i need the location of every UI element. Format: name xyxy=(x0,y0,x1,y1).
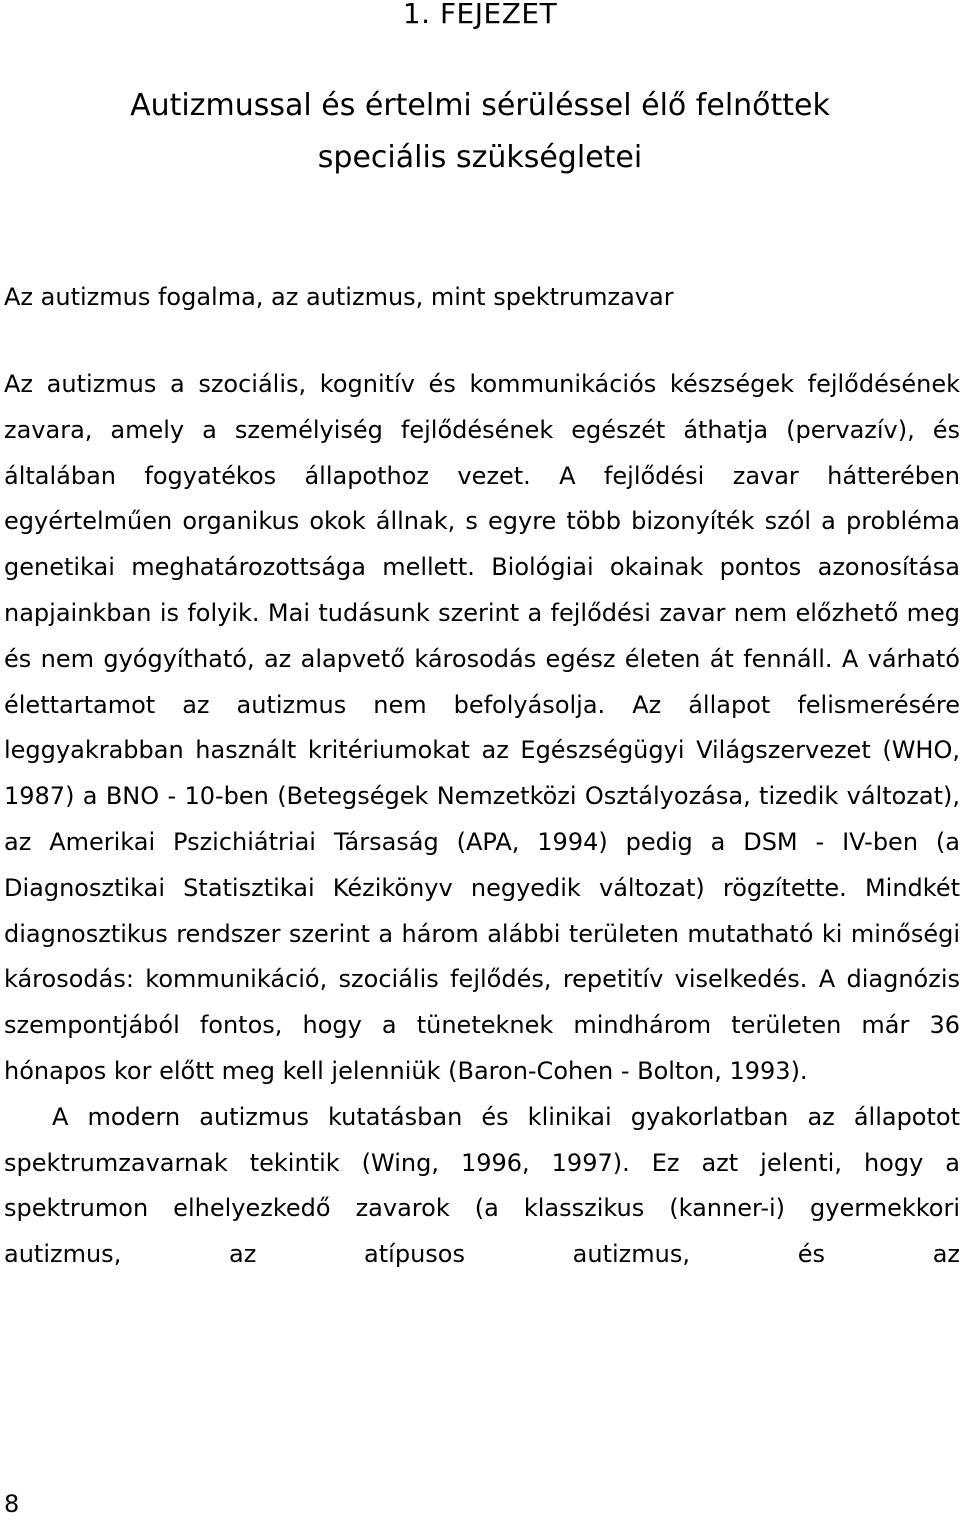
section-heading: Az autizmus fogalma, az autizmus, mint spektrumzavar xyxy=(4,283,674,311)
paragraph-2: A modern autizmus kutatásban és klinikai gyakorlatban az állapotot spektrumzavarnak tekintik (Wing, 1996, 1997). Ez azt jelenti, hogy a spektrumon elhelyezkedő zavarok (a klasszikus (kanner-i) gyermekkori autizmus, az atípusos autizmus, és az xyxy=(4,1102,960,1269)
paragraph-1: Az autizmus a szociális, kognitív és kommunikációs készségek fejlődésének zavara, amely a személyiség fejlődésének egészét áthatja (pervazív), és általában fogyatékos állapothoz vezet. A fejlődési zavar hátterében egyértelműen organikus okok állnak, s egyre több bizonyíték szól a probléma genetikai meghatározottsága mellett. Biológiai okainak pontos azonosítása napjainkban is folyik. Mai tudásunk szerint a fejlődési zavar nem előzhető meg és nem gyógyítható, az alapvető károsodás egész életen át fennáll. A várható élettartamot az autizmus nem befolyásolja. Az állapot felismerésére leggyakrabban használt kritériumokat az Egészségügyi Világszervezet (WHO, 1987) a BNO - 10-ben (Betegségek Nemzetközi Osztályozása, tizedik változat), az Amerikai Pszichiátriai Társaság (APA, 1994) pedig a DSM - IV-ben (a Diagnosztikai Statisztikai Kézikönyv negyedik változat) rögzítette. Mindkét diagnosztikus rendszer szerint a három alábbi területen mutatható ki minőségi károsodás: kommunikáció, szociális fejlődés, repetitív viselkedés. A diagnózis szempontjából fontos, hogy a tüneteknek mindhárom területen már 36 hónapos kor előtt meg kell jelenniük (Baron-Cohen - Bolton, 1993). xyxy=(4,370,960,1085)
page-number: 8 xyxy=(4,1490,20,1518)
page-title xyxy=(0,80,960,184)
page-title-line-1: Autizmussal és értelmi sérüléssel élő felnőttek xyxy=(130,88,830,123)
body-text xyxy=(4,362,960,1278)
page-title-line-2: speciális szükségletei xyxy=(317,140,643,175)
chapter-heading: 1. FEJEZET xyxy=(402,0,558,30)
